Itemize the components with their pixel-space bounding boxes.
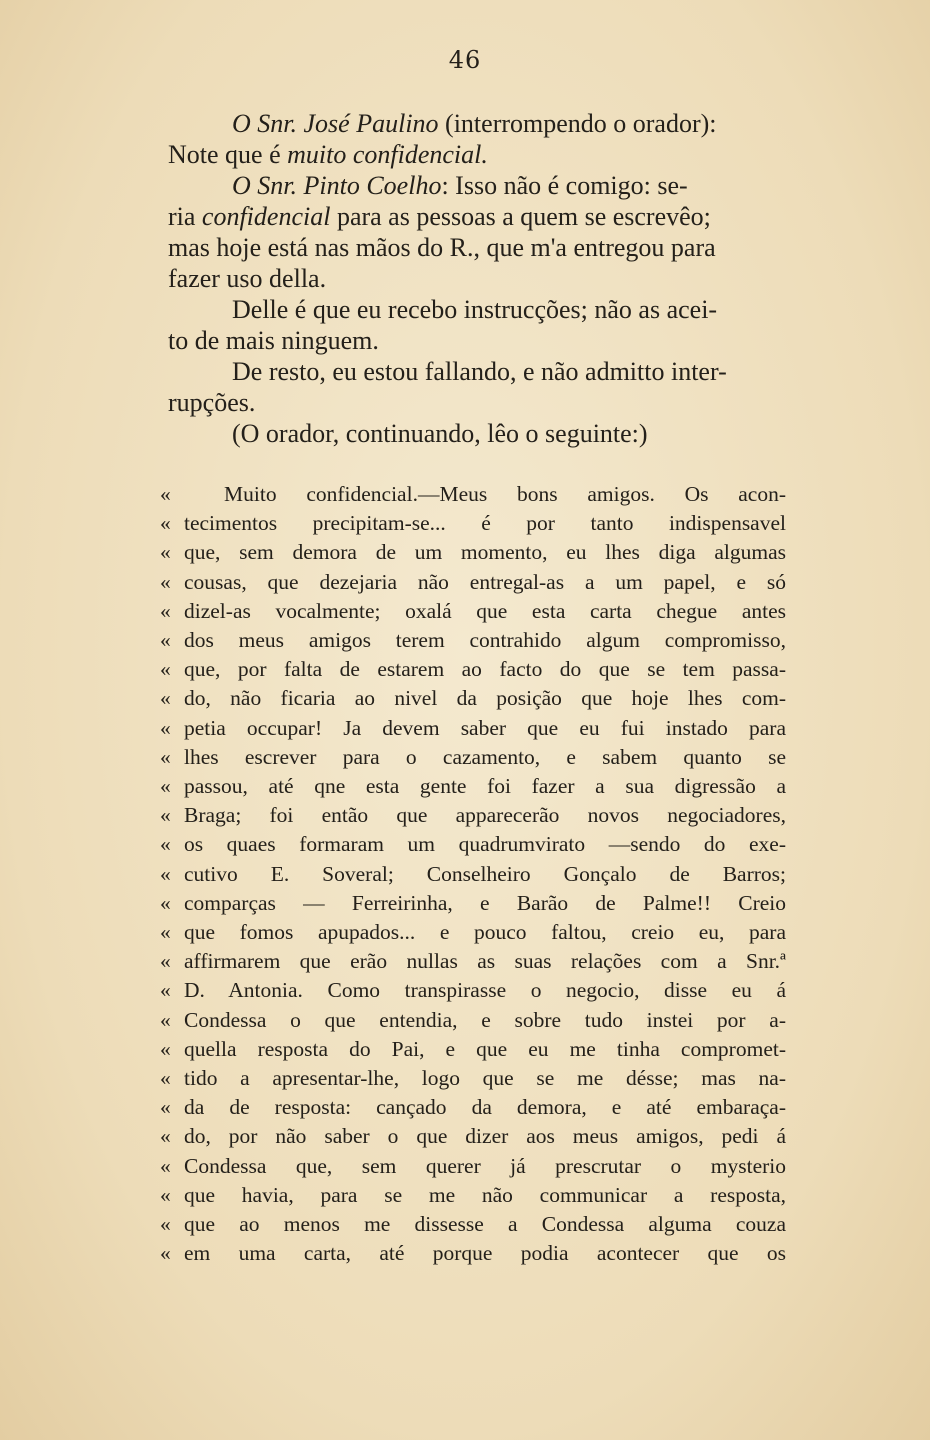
letter-line (160, 1152, 786, 1181)
quote-mark: « (160, 628, 171, 653)
letter-line (160, 509, 786, 538)
letter-line-text: Condessa que, sem querer já prescrutar o mysterio (184, 1153, 786, 1178)
letter-line (160, 801, 786, 830)
debate-text-span: rupções. (168, 388, 256, 417)
letter-line (160, 568, 786, 597)
letter-line (160, 743, 786, 772)
debate-line (168, 418, 786, 449)
letter-line-text: passou, até qne esta gente foi fazer a sua digressão a (184, 774, 786, 799)
emphasis-text: muito confidencial. (287, 140, 488, 169)
letter-line (160, 1210, 786, 1239)
debate-text-span: para as pessoas a quem se escrevêo; (330, 202, 711, 231)
letter-line (160, 1181, 786, 1210)
letter-line-text: dos meus amigos terem contrahido algum compromisso, (184, 628, 786, 653)
letter-line (160, 830, 786, 859)
letter-line-text: da de resposta: cançado da demora, e até embaraça- (184, 1095, 786, 1120)
letter-line-text: comparças — Ferreirinha, e Barão de Palme!! Creio (184, 890, 786, 915)
quote-mark: « (160, 1241, 171, 1266)
quote-mark: « (160, 1007, 171, 1032)
letter-line-text: dizel-as vocalmente; oxalá que esta carta chegue antes (184, 598, 786, 623)
letter-line-text: que havia, para se me não communicar a resposta, (184, 1182, 786, 1207)
quote-mark: « (160, 540, 171, 565)
letter-line-text: em uma carta, até porque podia acontecer que os (184, 1241, 786, 1266)
letter-line-text: Muito confidencial.—Meus bons amigos. Os acon- (224, 482, 786, 506)
quote-mark: « (160, 569, 171, 594)
letter-line-text: quella resposta do Pai, e que eu me tinha compromet- (184, 1036, 786, 1061)
letter-line (160, 655, 786, 684)
debate-line (168, 387, 786, 418)
debate-line (168, 325, 786, 356)
letter-line-text: tecimentos precipitam-se... é por tanto indispensavel (184, 511, 786, 536)
letter-line (160, 1006, 786, 1035)
letter-line-text: que ao menos me dissesse a Condessa alguma couza (184, 1212, 786, 1237)
quote-mark: « (160, 1124, 171, 1149)
letter-line-text: Condessa o que entendia, e sobre tudo instei por a- (184, 1007, 786, 1032)
quote-mark: « (160, 482, 171, 506)
quote-mark: « (160, 598, 171, 623)
letter-line-text: affirmarem que erão nullas as suas relações com a Snr.ª (184, 949, 786, 974)
debate-line (168, 201, 786, 232)
page-number: 46 (448, 46, 482, 74)
letter-line-text: os quaes formaram um quadrumvirato —sendo do exe- (184, 832, 786, 857)
letter-line-text: que fomos apupados... e pouco faltou, creio eu, para (184, 920, 786, 945)
quote-mark: « (160, 657, 171, 682)
letter-line (160, 1035, 786, 1064)
letter-line (160, 772, 786, 801)
letter-line (160, 597, 786, 626)
letter-line-text: tido a apresentar-lhe, logo que se me désse; mas na- (184, 1066, 786, 1091)
quote-mark: « (160, 686, 171, 711)
quoted-letter (160, 480, 786, 1268)
quote-mark: « (160, 1095, 171, 1120)
letter-line (160, 480, 786, 509)
debate-text-span: (interrompendo o orador): (438, 109, 717, 138)
quote-mark: « (160, 803, 171, 828)
letter-line (160, 684, 786, 713)
debate-text-span: De resto, eu estou fallando, e não admitto inter- (232, 357, 727, 386)
letter-line-text: Braga; foi então que apparecerão novos negociadores, (184, 803, 786, 828)
quote-mark: « (160, 1212, 171, 1237)
letter-line-text: cutivo E. Soveral; Conselheiro Gonçalo de Barros; (184, 861, 786, 886)
debate-text-span: fazer uso della. (168, 264, 327, 293)
debate-text-span: mas hoje está nas mãos do R., que m'a entregou para (168, 233, 716, 262)
quote-mark: « (160, 890, 171, 915)
quote-mark: « (160, 832, 171, 857)
debate-text-span: Delle é que eu recebo instrucções; não as acei- (232, 295, 718, 324)
speaker-name: O Snr. Pinto Coelho (232, 171, 442, 200)
debate-line (168, 170, 786, 201)
letter-line (160, 1122, 786, 1151)
letter-line (160, 626, 786, 655)
letter-line-text: que, sem demora de um momento, eu lhes diga algumas (184, 540, 786, 565)
quote-mark: « (160, 861, 171, 886)
letter-line (160, 1064, 786, 1093)
letter-line-text: cousas, que dezejaria não entregal-as a um papel, e só (184, 569, 786, 594)
letter-line-text: que, por falta de estarem ao facto do que se tem passa- (184, 657, 786, 682)
letter-line (160, 1093, 786, 1122)
debate-text-span: (O orador, continuando, lêo o seguinte:) (232, 419, 648, 448)
quote-mark: « (160, 978, 171, 1003)
letter-line-text: lhes escrever para o cazamento, e sabem quanto se (184, 744, 786, 769)
letter-line-text: petia occupar! Ja devem saber que eu fui instado para (184, 715, 786, 740)
quote-mark: « (160, 949, 171, 974)
letter-line-text: do, por não saber o que dizer aos meus amigos, pedi á (184, 1124, 786, 1149)
debate-line (168, 294, 786, 325)
letter-line (160, 889, 786, 918)
letter-line (160, 976, 786, 1005)
debate-text (168, 108, 786, 449)
debate-line (168, 263, 786, 294)
letter-line-text: do, não ficaria ao nivel da posição que hoje lhes com- (184, 686, 786, 711)
quote-mark: « (160, 1066, 171, 1091)
debate-line (168, 139, 786, 170)
quote-mark: « (160, 1182, 171, 1207)
letter-line-text: D. Antonia. Como transpirasse o negocio, disse eu á (184, 978, 786, 1003)
emphasis-text: confidencial (201, 202, 331, 231)
debate-text-span: to de mais ninguem. (168, 326, 379, 355)
letter-line (160, 860, 786, 889)
letter-line (160, 714, 786, 743)
quote-mark: « (160, 920, 171, 945)
debate-text-span: ria (168, 202, 202, 231)
letter-line (160, 538, 786, 567)
debate-text-span: Note que é (168, 140, 288, 169)
debate-line (168, 232, 786, 263)
quote-mark: « (160, 774, 171, 799)
letter-line (160, 918, 786, 947)
letter-line (160, 947, 786, 976)
quote-mark: « (160, 744, 171, 769)
speaker-name: O Snr. José Paulino (232, 109, 439, 138)
quote-mark: « (160, 1036, 171, 1061)
quote-mark: « (160, 1153, 171, 1178)
letter-line (160, 1239, 786, 1268)
debate-line (168, 108, 786, 139)
debate-text-span: : Isso não é comigo: se- (441, 171, 688, 200)
quote-mark: « (160, 715, 171, 740)
debate-line (168, 356, 786, 387)
quote-mark: « (160, 511, 171, 536)
